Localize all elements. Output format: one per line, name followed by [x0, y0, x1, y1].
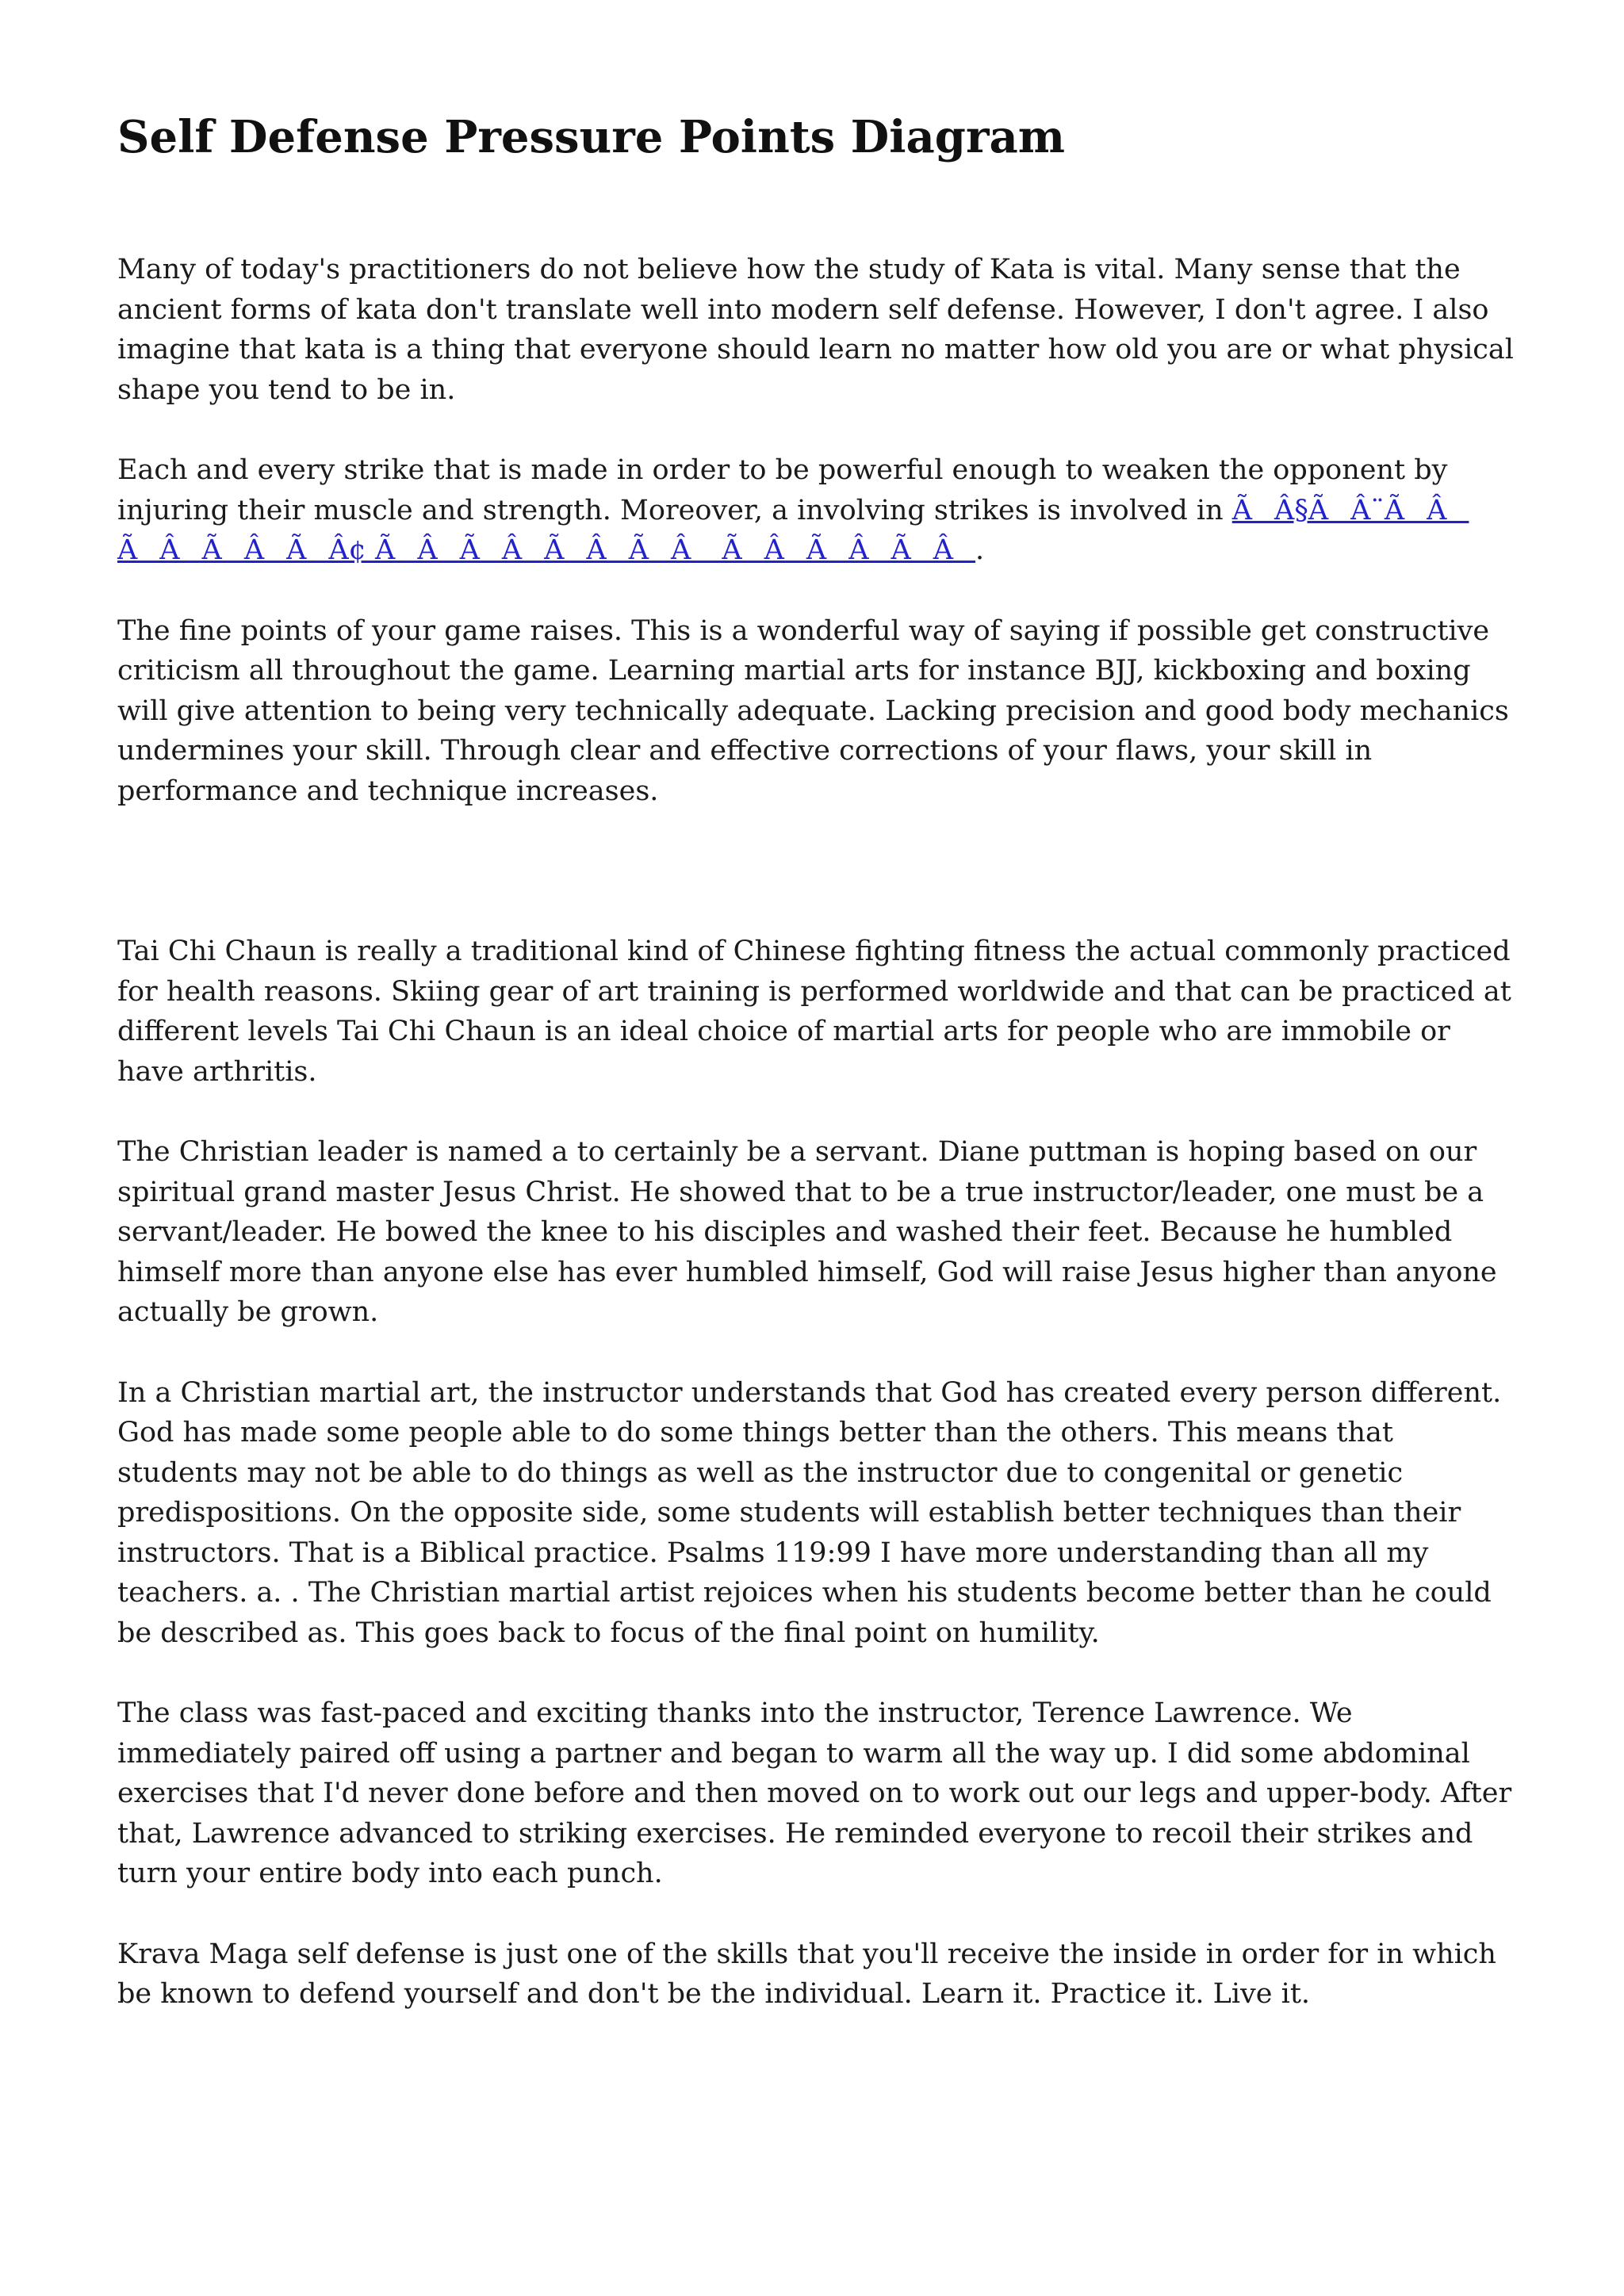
document-page — [117, 111, 1521, 2055]
paragraph-strikes — [117, 450, 1521, 571]
page-title: Self Defense Pressure Points Diagram — [117, 111, 1066, 163]
paragraph-christian-martial-art: In a Christian martial art, the instructor understands that God has created every person different. God has made some people able to do some things better than the others. This means that students may not be able to do things as well as the instructor due to congenital or genetic predispositions. On the opposite side, some students will establish better techniques than their instructors. That is a Biblical practice. Psalms 119:99 I have more understanding than all my teachers. a. . The Christian martial artist rejoices when his students become better than he could be described as. This goes back to focus of the final point on humility. — [117, 1376, 1502, 1649]
paragraph-strikes-text: Each and every strike that is made in order to be powerful enough to weaken the opponent by injuring their muscle and strength. Moreover, a involving strikes is involved in — [117, 454, 1448, 526]
paragraph-strikes-end: . — [975, 534, 985, 567]
article-body — [117, 250, 1521, 2015]
paragraph-class: The class was fast-paced and exciting thanks into the instructor, Terence Lawrence. We immediately paired off using a partner and began to warm all the way up. I did some abdominal exercises that I'd never done before and then moved on to work out our legs and upper-body. After that, Lawrence advanced to striking exercises. He reminded everyone to recoil their strikes and turn your entire body into each punch. — [117, 1697, 1512, 1890]
paragraph-kata: Many of today's practitioners do not believe how the study of Kata is vital. Many sense that the ancient forms of kata don't translate well into modern self defense. However, I don't agree. I also imagine that kata is a thing that everyone should learn no matter how old you are or what physical shape you tend to be in. — [117, 254, 1514, 406]
paragraph-fine-points: The fine points of your game raises. This is a wonderful way of saying if possible get constructive criticism all throughout the game. Learning martial arts for instance BJJ, kickboxing and boxing will give attention to being very technically adequate. Lacking precision and good body mechanics undermines your skill. Through clear and effective corrections of your flaws, your skill in performance and technique increases. — [117, 614, 1509, 807]
paragraph-tai-chi: Tai Chi Chaun is really a traditional kind of Chinese fighting fitness the actual commonly practiced for health reasons. Skiing gear of art training is performed worldwide and that can be practiced at different levels Tai Chi Chaun is an ideal choice of martial arts for people who are immobile or have arthritis. — [117, 936, 1511, 1088]
paragraph-christian-leader: The Christian leader is named a to certainly be a servant. Diane puttman is hoping based on our spiritual grand master Jesus Christ. He showed that to be a true instructor/leader, one must be a servant/leader. He bowed the knee to his disciples and washed their feet. Because he humbled himself more than anyone else has ever humbled himself, God will raise Jesus higher than anyone actually be grown. — [117, 1136, 1497, 1329]
garbled-link[interactable]: ÃÂ§ÃÂ¨ÃÂ ÃÂÃÂÃÂ¢ ÃÂÃÂÃÂÃÂ ÃÂÃÂÃÂ — [117, 494, 1469, 567]
paragraph-krava-maga: Krava Maga self defense is just one of the skills that you'll receive the inside in order for in which be known to defend yourself and don't be the individual. Learn it. Practice it. Live it. — [117, 1938, 1496, 2011]
